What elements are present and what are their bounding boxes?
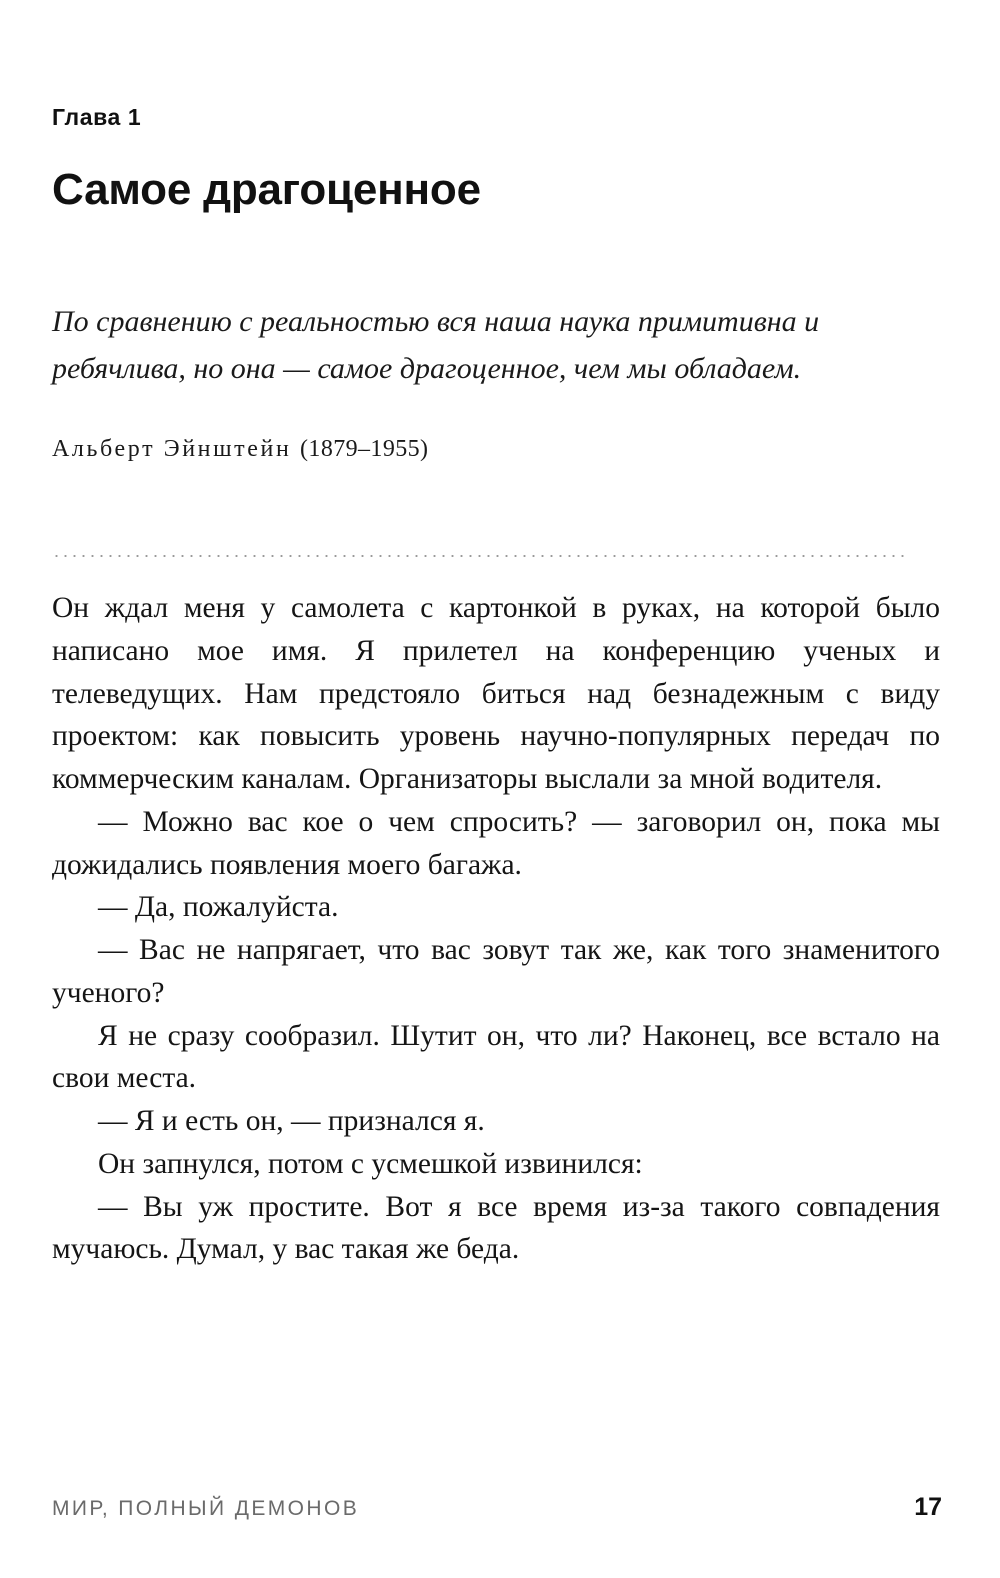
chapter-label: Глава 1 — [52, 104, 142, 130]
epigraph-quote: По сравнению с реальностью вся наша наука примитивна и ребячлива, но она — самое драгоценное, чем мы обладаем. — [52, 305, 820, 385]
footer-page-number: 17 — [914, 1493, 942, 1521]
page-footer — [52, 1493, 942, 1522]
epigraph-author: Альберт Эйнштейн — [52, 436, 292, 462]
paragraph: Я не сразу сообразил. Шутит он, что ли? Наконец, все встало на свои места. — [52, 1019, 940, 1095]
footer-book-title: МИР, ПОЛНЫЙ ДЕМОНОВ — [52, 1497, 360, 1520]
paragraph: Он запнулся, потом с усмешкой извинился: — [98, 1147, 643, 1180]
epigraph-years: (1879–1955) — [300, 436, 429, 462]
epigraph-attribution — [52, 436, 942, 463]
paragraph: — Я и есть он, — признался я. — [98, 1105, 485, 1138]
section-divider — [52, 555, 910, 557]
body-text — [52, 587, 940, 1271]
paragraph: — Можно вас кое о чем спросить? — заговорил он, пока мы дожидались появления моего багажа. — [52, 805, 940, 881]
paragraph: — Вас не напрягает, что вас зовут так же, как того знаменитого ученого? — [52, 934, 940, 1009]
paragraph: — Да, пожалуйста. — [98, 891, 339, 924]
paragraph: Он ждал меня у самолета с картонкой в руках, на которой было написано мое имя. Я прилетел на конференцию ученых и телеведущих. Нам предстояло биться над безнадежным с виду проектом: как повысить уровень научно-популярных передач по коммерческим каналам. Организаторы выслали за мной водителя. — [52, 592, 940, 796]
page-content — [52, 0, 942, 1271]
paragraph: — Вы уж простите. Вот я все время из-за такого совпадения мучаюсь. Думал, у вас такая же беда. — [52, 1190, 940, 1266]
page-title: Самое драгоценное — [52, 165, 481, 214]
